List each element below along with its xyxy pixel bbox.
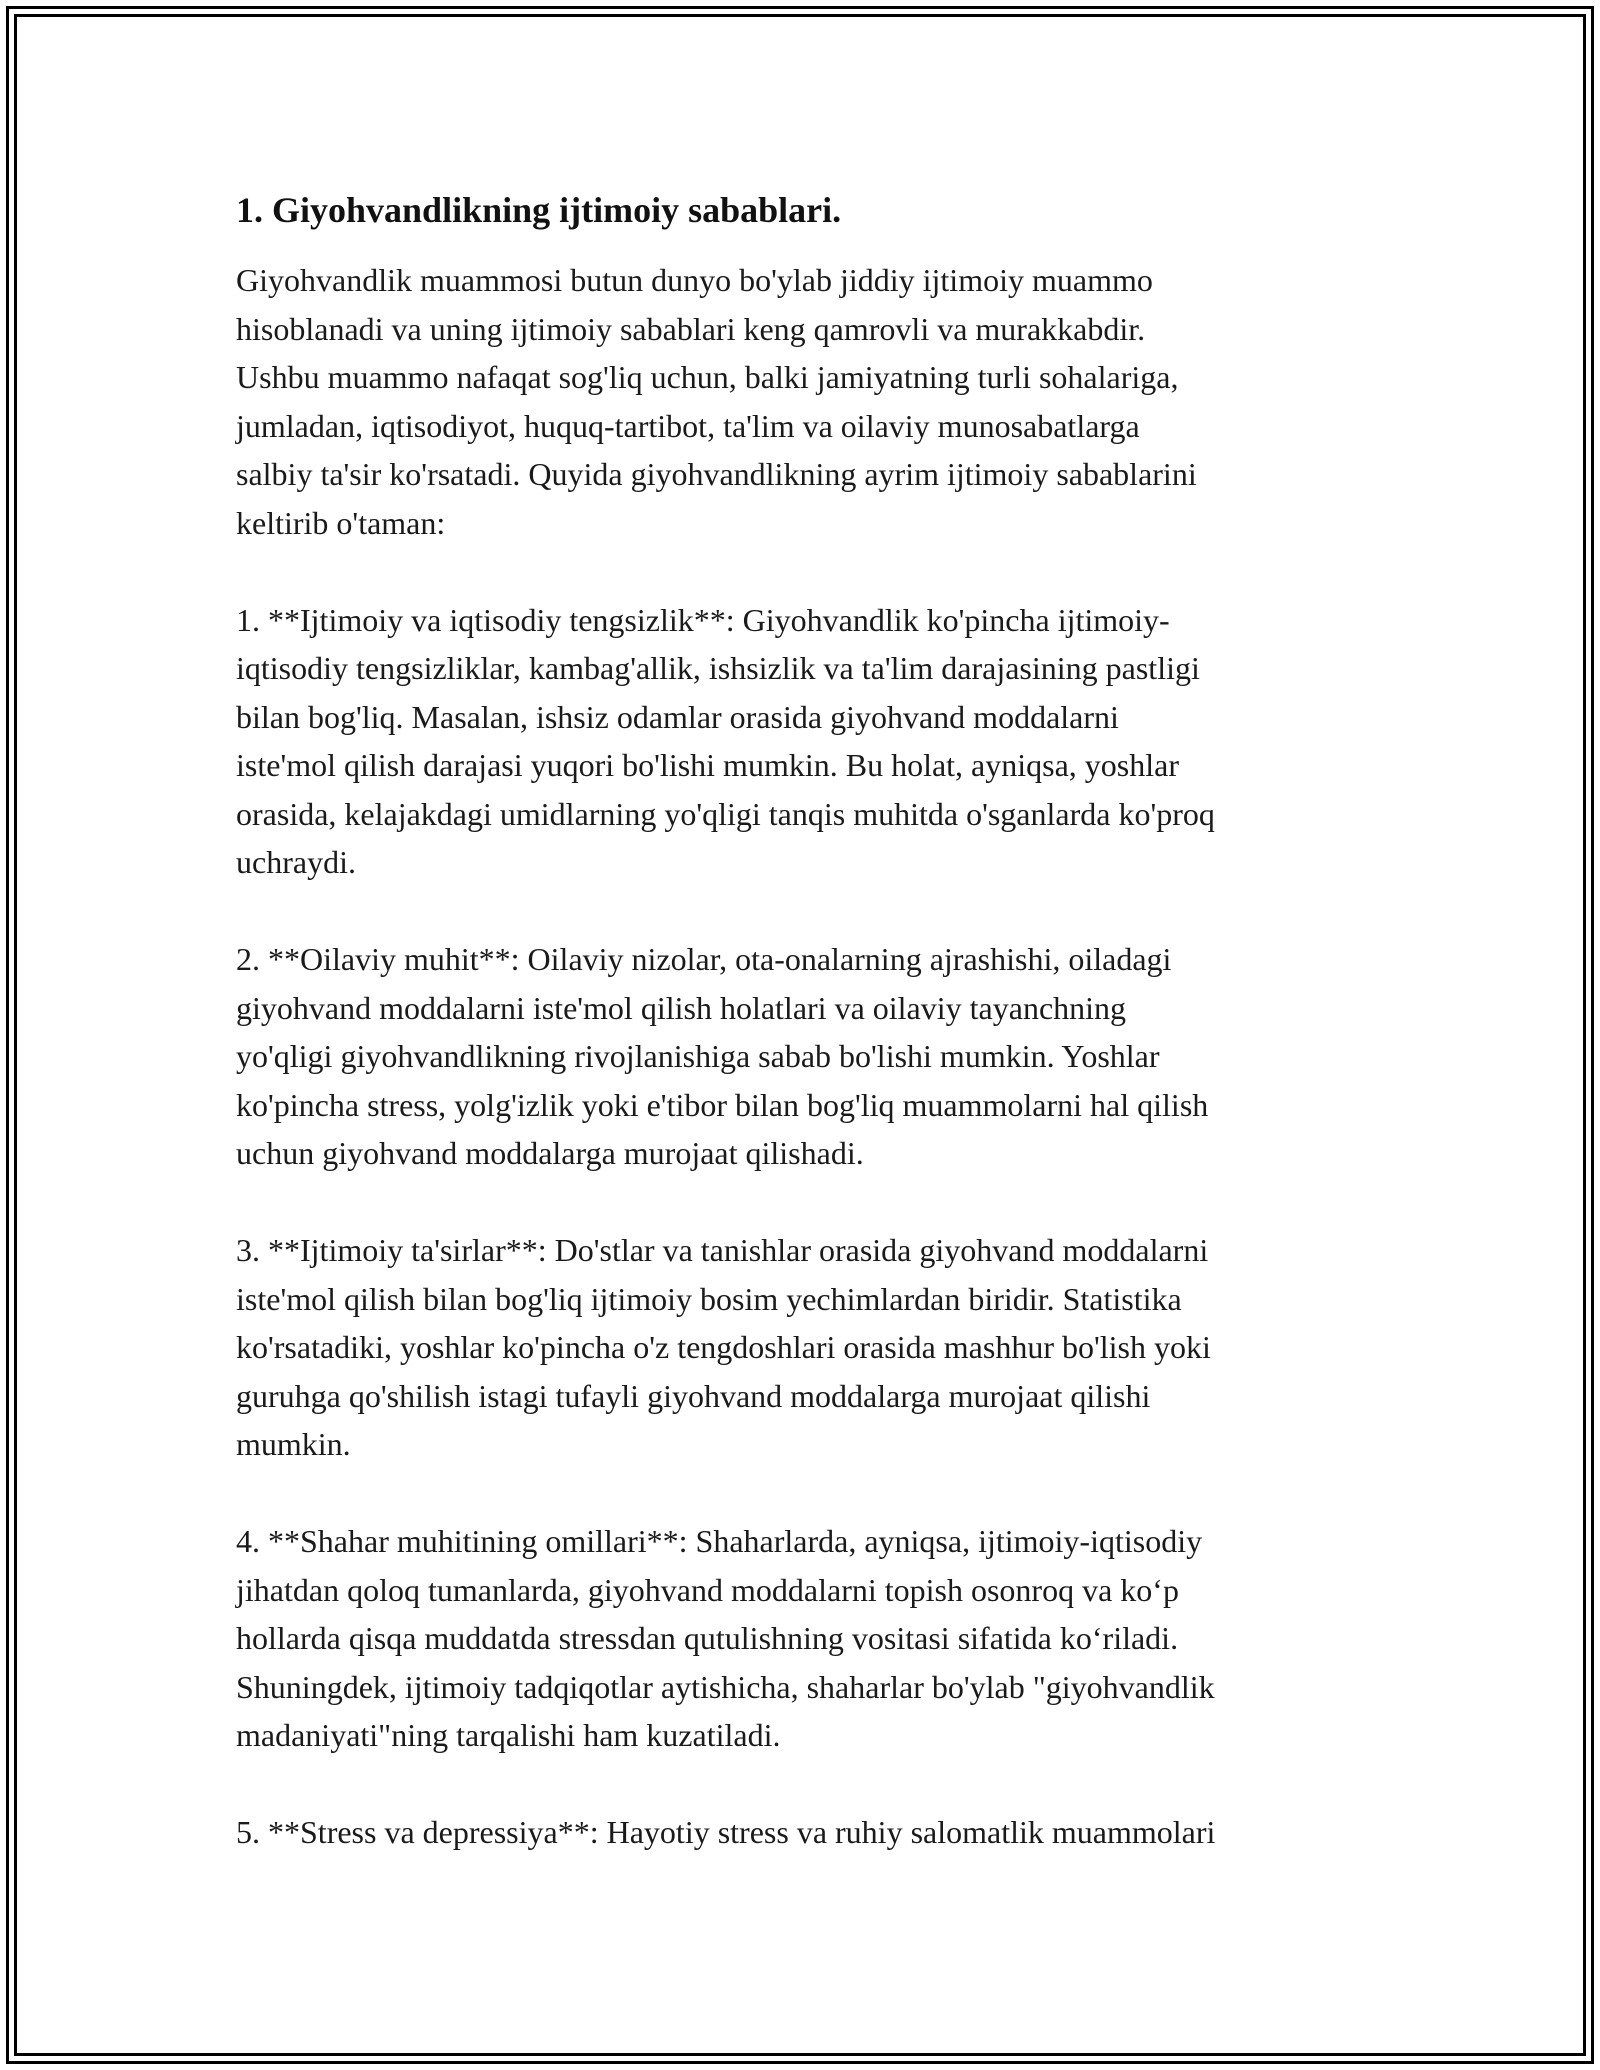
list-item-4: 4. **Shahar muhitining omillari**: Shaharlarda, ayniqsa, ijtimoiy-iqtisodiy jihatdan qoloq tumanlarda, giyohvand moddalarni topish osonroq va ko‘p hollarda qisqa muddatda stressdan qutulishning vositasi sifatida ko‘riladi. Shuningdek, ijtimoiy tadqiqotlar aytishicha, shaharlar bo'ylab "giyohvandlik madaniyati"ning tarqalishi ham kuzatiladi. <box>236 1523 1215 1753</box>
list-item-1: 1. **Ijtimoiy va iqtisodiy tengsizlik**: Giyohvandlik ko'pincha ijtimoiy- iqtisodiy tengsizliklar, kambag'allik, ishsizlik va ta'lim darajasining pastligi bilan bog'liq. Masalan, ishsiz odamlar orasida giyohvand moddalarni iste'mol qilish darajasi yuqori bo'lishi mumkin. Bu holat, ayniqsa, yoshlar orasida, kelajakdagi umidlarning yo'qligi tanqis muhitda o'sganlarda ko'proq uchraydi. <box>236 601 1215 880</box>
list-item-3: 3. **Ijtimoiy ta'sirlar**: Do'stlar va tanishlar orasida giyohvand moddalarni iste'mol qilish bilan bog'liq ijtimoiy bosim yechimlardan biridir. Statistika ko'rsatadiki, yoshlar ko'pincha o'z tengdoshlari orasida mashhur bo'lish yoki guruhga qo'shilish istagi tufayli giyohvand moddalarga murojaat qilishi mumkin. <box>236 1232 1211 1462</box>
section-heading: 1. Giyohvandlikning ijtimoiy sabablari. <box>236 190 842 230</box>
list-item-5: 5. **Stress va depressiya**: Hayotiy stress va ruhiy salomatlik muammolari <box>236 1814 1216 1850</box>
document-body <box>236 188 1366 1905</box>
list-item-2: 2. **Oilaviy muhit**: Oilaviy nizolar, ota-onalarning ajrashishi, oiladagi giyohvand moddalarni iste'mol qilish holatlari va oilaviy tayanchning yo'qligi giyohvandlikning rivojlanishiga sabab bo'lishi mumkin. Yoshlar ko'pincha stress, yolg'izlik yoki e'tibor bilan bog'liq muammolarni hal qilish uchun giyohvand moddalarga murojaat qilishadi. <box>236 941 1209 1171</box>
intro-paragraph: Giyohvandlik muammosi butun dunyo bo'ylab jiddiy ijtimoiy muammo hisoblanadi va uning ijtimoiy sabablari keng qamrovli va murakkabdir. Ushbu muammo nafaqat sog'liq uchun, balki jamiyatning turli sohalariga, jumladan, iqtisodiyot, huquq-tartibot, ta'lim va oilaviy munosabatlarga salbiy ta'sir ko'rsatadi. Quyida giyohvandlikning ayrim ijtimoiy sabablarini keltirib o'taman: <box>236 262 1197 541</box>
